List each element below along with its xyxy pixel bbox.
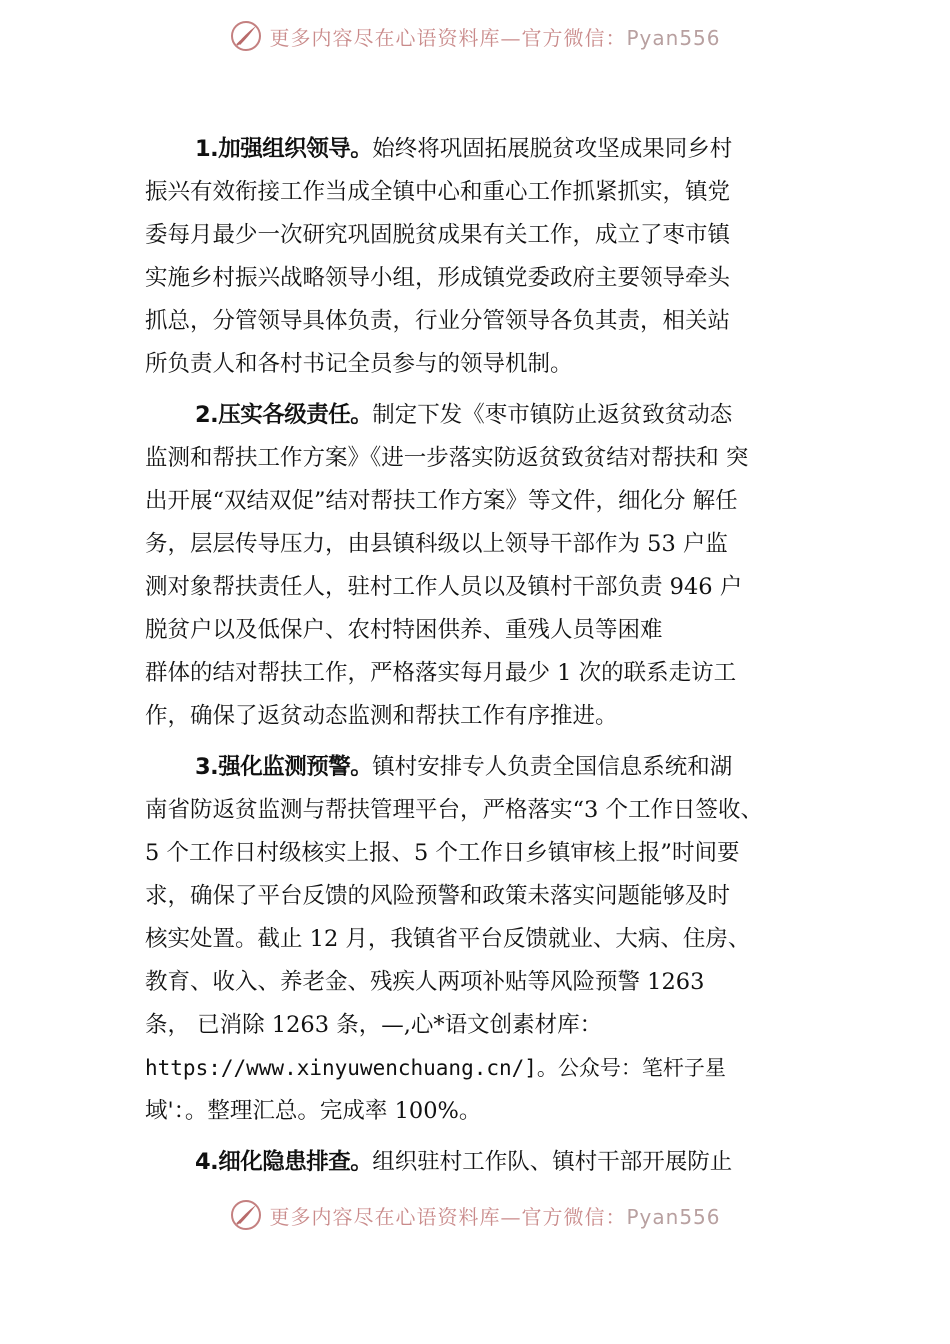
paragraph-heading: 3.强化监测预警。 (195, 754, 373, 780)
brush-logo-icon (229, 19, 263, 53)
paragraph-4: 4.细化隐患排查。组织驻村工作队、镇村干部开展防止 (195, 1149, 733, 1175)
paragraph-2: 2.压实各级责任。制定下发《枣市镇防止返贫致贫动态 监测和帮扶工作方案》《进一步落实防返贫致贫结对帮扶和 突 出开展“双结双促”结对帮扶工作方案》等文件，细化分 解任 务，层层传导压力，由县镇科级以上领导干部作为 53 户监 测对象帮扶责任人，驻村工作人员以及镇村干部负责 946 户 脱贫户以及低保户、农村特困供养、重残人员等困难 群体的结对帮扶工作，严格落实每月最少 1 次的联系走访工 作，确保了返贫动态监测和帮扶工作有序推进。 (145, 402, 749, 729)
paragraph-1: 1.加强组织领导。始终将巩固拓展脱贫攻坚成果同乡村 振兴有效衔接工作当成全镇中心和重心工作抓紧抓实，镇党 委每月最少一次研究巩固脱贫成果有关工作，成立了枣市镇 实施乡村振兴战略领导小组，形成镇党委政府主要领导牵头 抓总，分管领导具体负责，行业分管领导各负其责，相关站 所负责人和各村书记全员参与的领导机制。 (145, 136, 733, 377)
watermark-banner-bottom (0, 1193, 950, 1237)
watermark-banner-top (0, 14, 950, 58)
paragraph-3: 3.强化监测预警。镇村安排专人负责全国信息系统和湖 南省防返贫监测与帮扶管理平台，严格落实“3 个工作日签收、 5 个工作日村级核实上报、5 个工作日乡镇审核上报”时间要 求，确保了平台反馈的风险预警和政策未落实问题能够及时 核实处置。截止 12 月，我镇省平台反馈就业、大病、住房、 教育、收入、养老金、残疾人两项补贴等风险预警 1263 条， 已消除 1263 条，—,心*语文创素材库： https://www.xinyuwenchuang.cn/]。公众号：笔杆子星 域'：。整理汇总。完成率 100%。 (145, 754, 763, 1124)
watermark-text: 更多内容尽在心语资料库—官方微信：Pyan556 (269, 25, 721, 50)
brush-logo-icon (229, 1198, 263, 1232)
paragraph-heading: 1.加强组织领导。 (195, 136, 373, 162)
watermark-text: 更多内容尽在心语资料库—官方微信：Pyan556 (269, 1204, 721, 1229)
paragraph-heading: 4.细化隐患排查。 (195, 1149, 373, 1175)
paragraph-heading: 2.压实各级责任。 (195, 402, 373, 428)
document-body (145, 128, 815, 1192)
